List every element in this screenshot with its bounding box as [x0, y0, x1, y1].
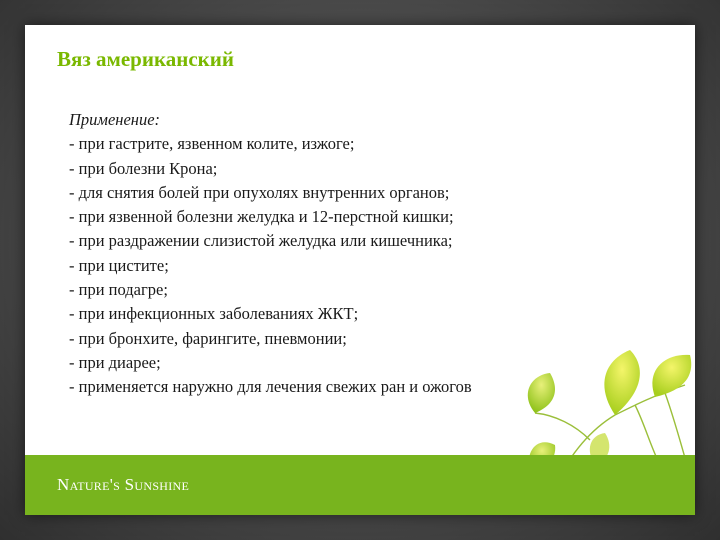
list-item: - для снятия болей при опухолях внутренних органов;	[69, 182, 450, 202]
list-item: - при язвенной болезни желудка и 12-перстной кишки;	[69, 207, 454, 227]
slide	[25, 25, 695, 515]
list-item: - при инфекционных заболеваниях ЖКТ;	[69, 304, 359, 324]
list-item: - при болезни Крона;	[69, 158, 218, 178]
list-item: - при гастрите, язвенном колите, изжоге;	[69, 134, 355, 154]
list-item: - при бронхите, фарингите, пневмонии;	[69, 328, 347, 348]
list-item: - при подагре;	[69, 280, 168, 300]
list-item: - применяется наружно для лечения свежих ран и ожогов	[69, 377, 472, 397]
list-item: - при цистите;	[69, 255, 169, 275]
slide-title: Вяз американский	[57, 47, 234, 71]
list-item: - при диарее;	[69, 352, 161, 372]
footer-bar	[25, 455, 695, 515]
subheading: Применение:	[69, 110, 161, 129]
company-logo: Nature's Sunshine	[57, 475, 190, 494]
list-item: - при раздражении слизистой желудка или кишечника;	[69, 231, 453, 251]
